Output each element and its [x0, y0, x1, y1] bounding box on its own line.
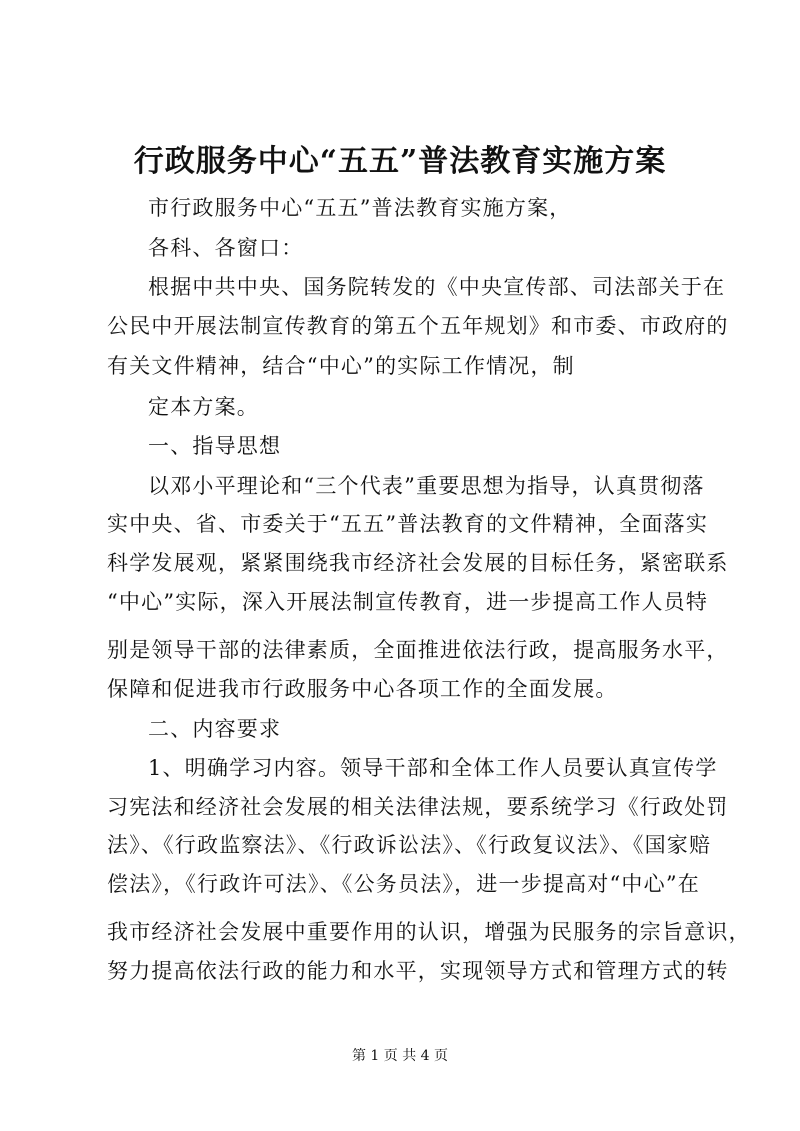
body-text-line: 以邓小平理论和“三个代表”重要思想为指导，认真贯彻落 [148, 474, 705, 498]
body-text-line: 习宪法和经济社会发展的相关法律法规，要系统学习《行政处罚 [107, 795, 729, 819]
body-text-line: 有关文件精神，结合“中心”的实际工作情况，制 [107, 354, 575, 378]
section-heading: 一、指导思想 [148, 434, 282, 458]
body-text-line: 保障和促进我市行政服务中心各项工作的全面发展。 [107, 677, 618, 701]
body-text-line: 我市经济社会发展中重要作用的认识，增强为民服务的宗旨意识， [107, 920, 751, 944]
body-text-line: 科学发展观，紧紧围绕我市经济社会发展的目标任务，紧密联系 [107, 551, 729, 575]
body-text-line: 别是领导干部的法律素质，全面推进依法行政，提高服务水平， [107, 638, 729, 662]
body-text-line: 实中央、省、市委关于“五五”普法教育的文件精神，全面落实 [107, 512, 709, 536]
document-title: 行政服务中心“五五”普法教育实施方案 [133, 144, 667, 179]
section-heading: 二、内容要求 [148, 717, 282, 741]
body-text-line: 1、明确学习内容。领导干部和全体工作人员要认真宣传学 [148, 756, 718, 780]
body-text-line: “中心”实际，深入开展法制宣传教育，进一步提高工作人员特 [107, 590, 709, 614]
body-text-line: 努力提高依法行政的能力和水平，实现领导方式和管理方式的转 [107, 959, 729, 983]
body-text-line: 根据中共中央、国务院转发的《中央宣传部、司法部关于在 [148, 275, 726, 299]
addressee-line: 各科、各窗口： [148, 236, 304, 260]
body-text-line: 定本方案。 [148, 395, 259, 419]
page-footer: 第 1 页 共 4 页 [351, 1048, 449, 1064]
body-text-line: 法》、《行政监察法》、《行政诉讼法》、《行政复议法》、《国家赔 [107, 833, 712, 857]
body-text-line: 偿法》，《行政许可法》、《公务员法》，进一步提高对“中心”在 [107, 872, 700, 896]
body-text-line: 公民中开展法制宣传教育的第五个五年规划》和市委、市政府的 [107, 314, 729, 338]
salutation-line: 市行政服务中心“五五”普法教育实施方案， [148, 196, 572, 220]
